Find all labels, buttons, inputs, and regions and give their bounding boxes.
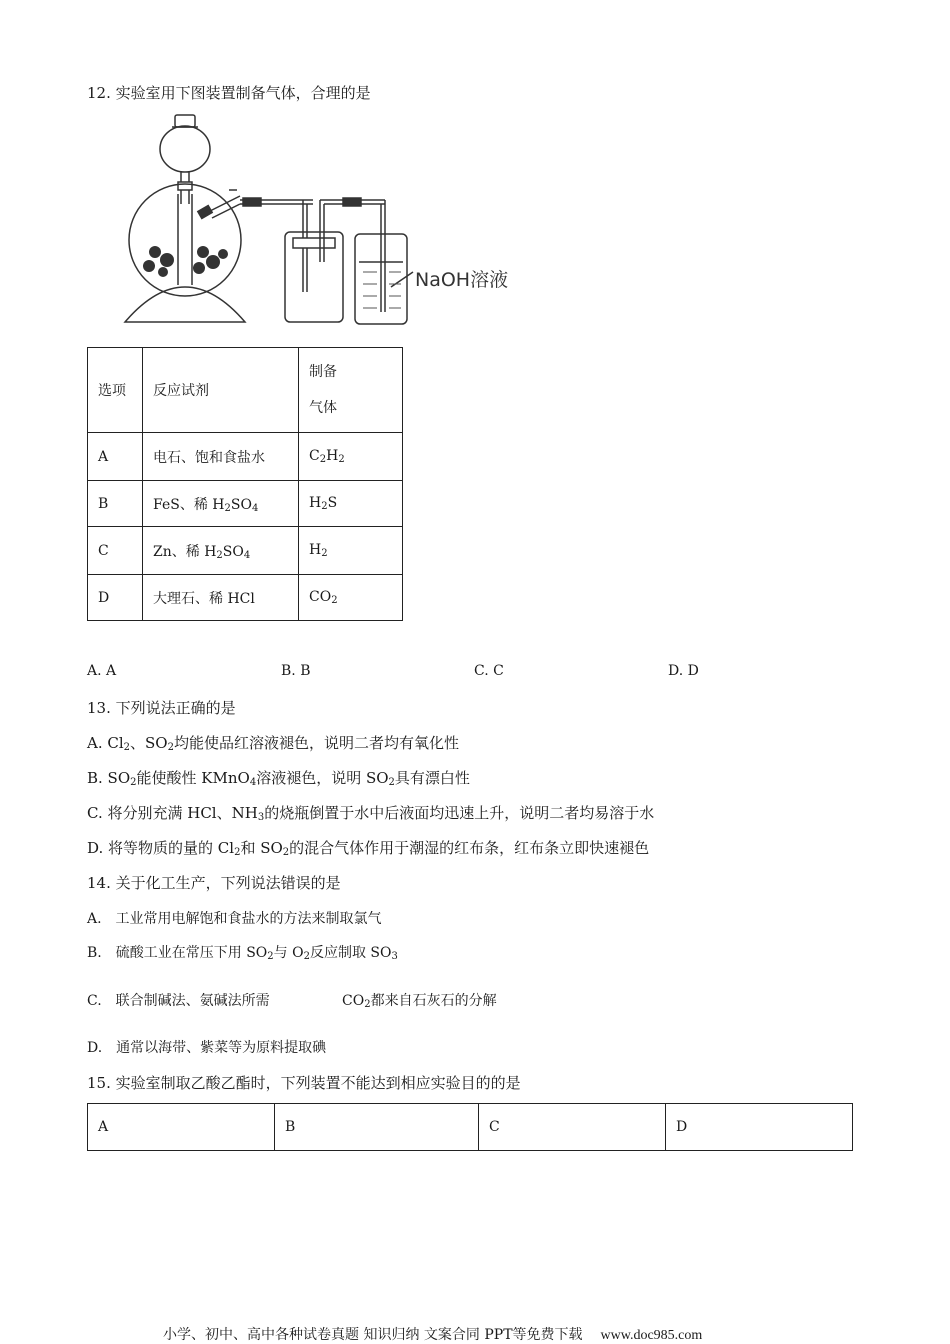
q14-option-a[interactable]: A. 工业常用电解饱和食盐水的方法来制取氯气 xyxy=(87,911,382,927)
row-d-option: D xyxy=(88,575,143,621)
q15-table xyxy=(87,1103,853,1151)
row-b-gas: $H_2S$ xyxy=(299,481,403,527)
q15-cell-a: A xyxy=(88,1104,275,1151)
q12-choice-d[interactable]: D. D xyxy=(668,663,699,679)
header-option: 选项 xyxy=(88,348,143,433)
q13-option-d[interactable]: D. 将等物质的量的 $Cl_2$和 $SO_2$的混合气体作用于潮湿的红布条，红布条立即快速褪色 xyxy=(87,839,650,858)
q15-cell-d: D xyxy=(666,1104,853,1151)
header-reagent: 反应试剂 xyxy=(143,348,299,433)
footer-url[interactable]: www.doc985.com xyxy=(600,1328,703,1343)
q15-cell-c: C xyxy=(479,1104,666,1151)
gas-apparatus-figure xyxy=(115,112,535,330)
row-a-option: A xyxy=(88,433,143,481)
row-c-option: C xyxy=(88,527,143,575)
q12-choice-b[interactable]: B. B xyxy=(281,663,311,679)
row-a-gas: $C_2H_2$ xyxy=(299,433,403,481)
q14-option-c-tail: $CO_2$都来自石灰石的分解 xyxy=(342,993,497,1010)
row-d-gas: $CO_2$ xyxy=(299,575,403,621)
row-d-reagent: 大理石、稀 HCl xyxy=(143,575,299,621)
q14-stem: 14. 关于化工生产，下列说法错误的是 xyxy=(87,874,341,892)
q15-stem: 15. 实验室制取乙酸乙酯时，下列装置不能达到相应实验目的的是 xyxy=(87,1074,521,1092)
q14-option-d[interactable]: D. 通常以海带、紫菜等为原料提取碘 xyxy=(87,1040,327,1056)
q14-option-c[interactable]: C. 联合制碱法、氨碱法所需 xyxy=(87,993,270,1009)
q12-table xyxy=(87,347,403,621)
q13-option-a[interactable]: A. $Cl_2$、$SO_2$均能使品红溶液褪色，说明二者均有氧化性 xyxy=(87,734,459,753)
page-footer xyxy=(163,1324,702,1344)
q12-choice-c[interactable]: C. C xyxy=(474,663,504,679)
q13-stem: 13. 下列说法正确的是 xyxy=(87,699,236,717)
row-b-reagent: FeS、稀 $H_2SO_4$ xyxy=(143,481,299,527)
q15-cell-b: B xyxy=(275,1104,479,1151)
row-b-option: B xyxy=(88,481,143,527)
q13-option-c[interactable]: C. 将分别充满 HCl、$NH_3$的烧瓶倒置于水中后液面均迅速上升，说明二者均易溶于水 xyxy=(87,804,655,823)
row-a-reagent: 电石、饱和食盐水 xyxy=(143,433,299,481)
row-c-gas: $H_2$ xyxy=(299,527,403,575)
naoh-label: NaOH溶液 xyxy=(415,269,509,291)
header-gas: 制备 气体 xyxy=(299,348,403,433)
row-c-reagent: Zn、稀 $H_2SO_4$ xyxy=(143,527,299,575)
q14-option-b[interactable]: B. 硫酸工业在常压下用 $SO_2$与 $O_2$反应制取 $SO_3$ xyxy=(87,945,398,962)
footer-text: 小学、初中、高中各种试卷真题 知识归纳 文案合同 PPT等免费下载 xyxy=(163,1327,583,1343)
q12-choice-a[interactable]: A. A xyxy=(87,663,117,679)
q12-stem: 12. 实验室用下图装置制备气体，合理的是 xyxy=(87,84,371,102)
q13-option-b[interactable]: B. $SO_2$能使酸性 KMnO$_4$溶液褪色，说明 $SO_2$具有漂白性 xyxy=(87,769,470,788)
